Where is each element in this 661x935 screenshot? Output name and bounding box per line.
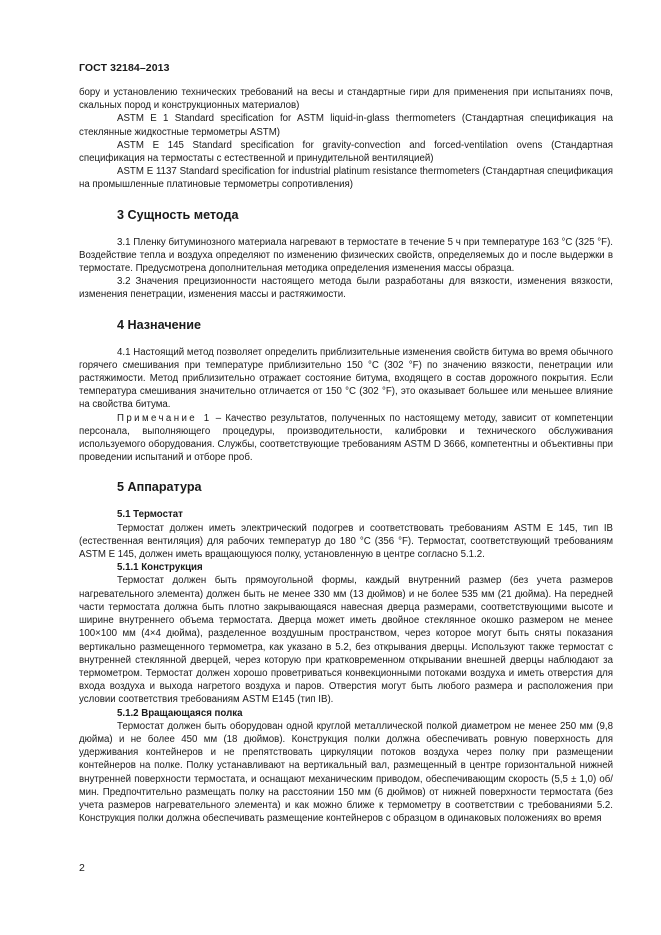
note-1: [79, 412, 613, 465]
ref-astm-e145: ASTM E 145 Standard specification for gravity-convection and forced-ventilation ovens (Стандартная спецификация на термостаты с естественной и принудительной вентиляцией): [79, 139, 613, 165]
section-5-1-heading: 5.1 Термостат: [117, 509, 183, 521]
ref-astm-e1: ASTM E 1 Standard specification for ASTM liquid-in-glass thermometers (Стандартная спецификация на стеклянные жидкостные термометры ASTM): [79, 113, 613, 138]
ref-astm-e1137: ASTM E 1137 Standard specification for industrial platinum resistance thermometers (Стандартная спецификация на промышленные платиновые термометры сопротивления): [79, 166, 613, 191]
section-5-1-paragraph: Термостат должен иметь электрический подогрев и соответствовать требованиям ASTM E 145, тип IB (естественная вентиляция) для рабочих температур до 180 °C (356 °F). Термостат, соответствующий требованиям ASTM E 145, должен иметь вращающуюся полку, установленную в центре согласно 5.1.2.: [79, 522, 613, 561]
ref-continuation: бору и установлению технических требований на весы и стандартные гири для применения при испытаниях почв, скальных пород и конструкционных материалов): [79, 87, 613, 112]
section-5-1-2-paragraph: Термостат должен быть оборудован одной круглой металлической полкой диаметром не менее 250 мм (9,8 дюйма) и не более 450 мм (18 дюймов). Конструкция полки должна обеспечивать ровную поверхность для удерживания контейнеров и не препятствовать циркуляции потоков воздуха через полку при размещении контейнеров на полке. Полку устанавливают на вертикальный вал, размещенный в центре горизонтальной нижней внутренней поверхности термостата, и оснащают механическим приводом, обеспечивающим скорость (5,5 ± 1,0) об/мин. Предпочтительно размещать полку на расстоянии 150 мм (6 дюймов) от нижней поверхности термостата (без учета размеров нагревательного элемента) и как можно ближе к термометру в соответствии с требованиями 5.2. Конструкция полки должна обеспечивать размещение контейнеров с образцом в одинаковых положениях во время: [79, 720, 613, 825]
section-4-1-paragraph: 4.1 Настоящий метод позволяет определить приблизительные изменения свойств битума во время обычного горячего смешивания при температуре приблизительно 150 °C (302 °F) по значению вязкости, пенетрации или растяжимости. Метод приблизительно отражает состояние битума, входящего в состав дорожного покрытия. Если температура смешивания значительно отличается от 150 °C (302 °F), это оказывает большее или меньшее влияние на свойства битума.: [79, 346, 613, 411]
section-3-heading: 3 Сущность метода: [117, 207, 239, 222]
note-text: – Качество результатов, полученных по настоящему методу, зависит от компетенции персонала, выполняющего процедуры, производительности, калибровки и технического обслуживания используемого оборудования. Службы, соответствующие требованиям ASTM D 3666, компетентны и объективны при проведении испытаний и отборе проб.: [79, 412, 614, 464]
section-3-1-paragraph: 3.1 Пленку битуминозного материала нагревают в термостате в течение 5 ч при температуре 163 °C (325 °F). Воздействие тепла и воздуха определяют по изменению физических свойств, определяемых до и после выдержки в термостате. Предусмотрена дополнительная методика определения изменения массы образца.: [79, 236, 613, 275]
section-5-1-1-heading: 5.1.1 Конструкция: [117, 562, 203, 574]
section-5-1-1-paragraph: Термостат должен быть прямоугольной формы, каждый внутренний размер (без учета размеров нагревательного элемента) должен быть не менее 330 мм (13 дюймов) и не более 535 мм (21 дюйма). На передней части термостата должна быть плотно закрывающаяся навесная дверца размерами, соответствующими высоте и ширине внутреннего объема термостата. Дверца может иметь двойное стеклянное окошко размером не менее 100×100 мм (4×4 дюйма), разделенное воздушным пространством, через которое могут быть сняты показания вертикально размещенного термометра, как указано в 5.2, без открывания дверцы. Используют также термостат с внутренней стеклянной дверцей, через которую при кратковременном открывании внешней дверцы наблюдают за термометром. Термостат должен хорошо проветриваться конвекционными потоками воздуха и иметь отверстия для входа воздуха и выхода нагретого воздуха и паров. Отверстия могут быть любого размера и расположения при условии соответствия требованиям ASTM E145 (тип IB).: [79, 575, 613, 706]
document-header: ГОСТ 32184–2013: [79, 62, 170, 74]
section-5-heading: 5 Аппаратура: [117, 480, 202, 495]
note-label: Примечание 1: [117, 412, 212, 424]
section-3-2-paragraph: 3.2 Значения прецизионности настоящего метода были разработаны для вязкости, изменения вязкости, изменения пенетрации, изменения массы и растяжимости.: [79, 276, 613, 301]
document-body: [79, 86, 613, 825]
section-5-1-2-heading: 5.1.2 Вращающаяся полка: [117, 707, 243, 719]
page-number: 2: [79, 862, 85, 874]
section-4-heading: 4 Назначение: [117, 317, 201, 332]
